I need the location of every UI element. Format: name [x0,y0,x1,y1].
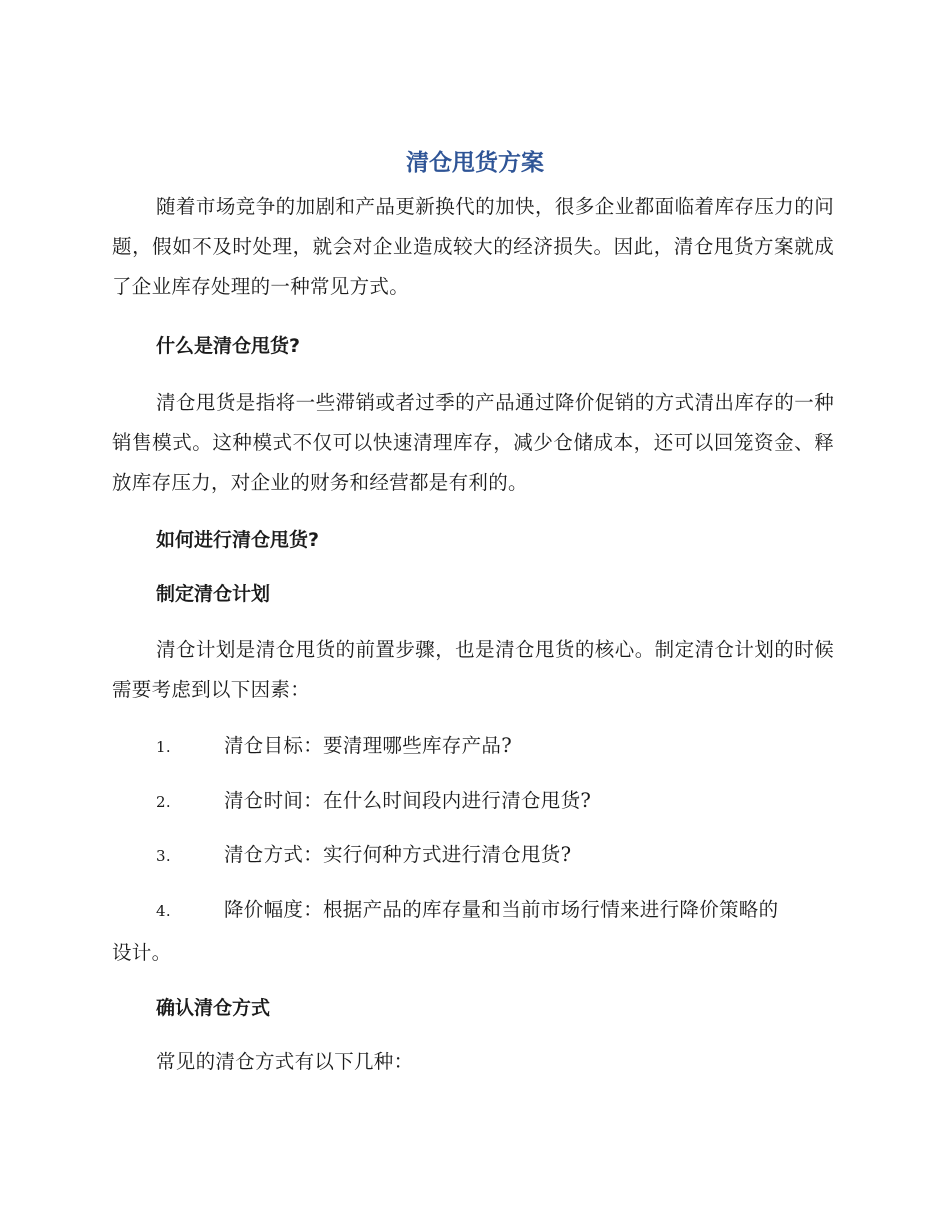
list-text: 清仓时间：在什么时间段内进行清仓甩货? [224,789,592,812]
heading-make-plan: 制定清仓计划 [156,583,271,605]
list-number: 2. [156,793,171,811]
list-item [112,833,834,878]
list-item [112,888,834,975]
list-text: 清仓方式：实行何种方式进行清仓甩货? [224,843,572,866]
list-number: 1. [156,738,171,756]
list-text-continuation: 设计。 [112,941,172,964]
what-is-paragraph: 清仓甩货是指将一些滞销或者过季的产品通过降价促销的方式清出库存的一种销售模式。这种模式不仅可以快速清理库存，减少仓储成本，还可以回笼资金、释放库存压力，对企业的财务和经营都是有利的。 [112,391,834,494]
plan-paragraph: 清仓计划是清仓甩货的前置步骤，也是清仓甩货的核心。制定清仓计划的时候需要考虑到以下因素： [112,638,834,701]
confirm-paragraph: 常见的清仓方式有以下几种： [156,1050,414,1073]
intro-paragraph: 随着市场竞争的加剧和产品更新换代的加快，很多企业都面临着库存压力的问题，假如不及时处理，就会对企业造成较大的经济损失。因此，清仓甩货方案就成了企业库存处理的一种常见方式。 [112,195,834,298]
list-number: 4. [156,902,171,920]
heading-what-is: 什么是清仓甩货? [156,335,301,357]
heading-confirm-method: 确认清仓方式 [156,997,271,1019]
list-item [112,724,834,769]
list-text: 清仓目标：要清理哪些库存产品? [224,734,512,757]
document-title: 清仓甩货方案 [406,150,544,176]
list-item [112,779,834,824]
heading-how-to: 如何进行清仓甩货? [156,529,320,551]
list-text: 降价幅度：根据产品的库存量和当前市场行情来进行降价策略的 [224,898,779,921]
list-number: 3. [156,847,171,865]
